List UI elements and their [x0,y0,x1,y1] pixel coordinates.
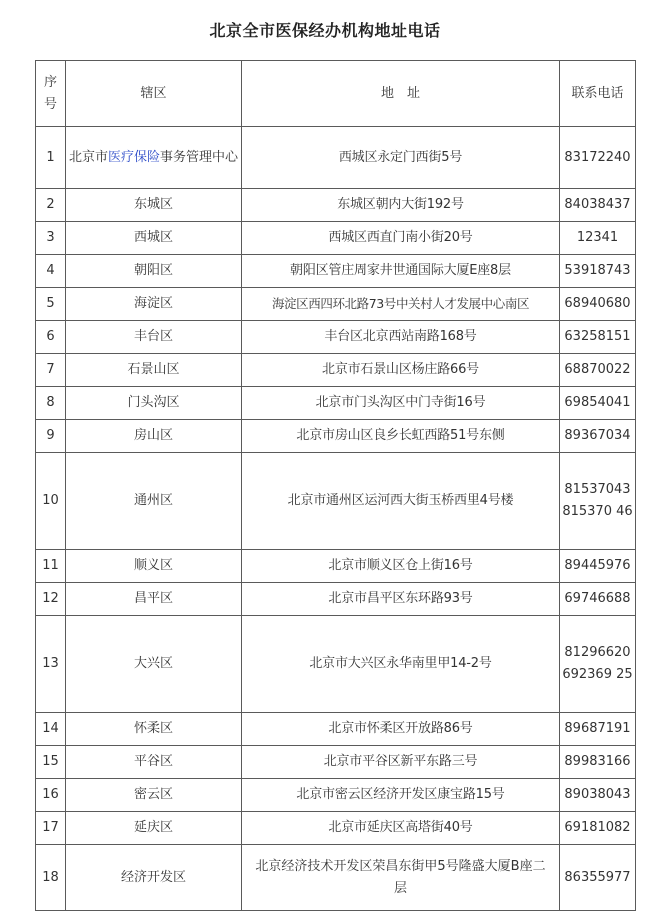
row-phone: 63258151 [560,321,636,354]
row-district: 经济开发区 [66,845,242,911]
row-address: 北京市门头沟区中门寺街16号 [242,387,560,420]
row-phone: 89687191 [560,713,636,746]
table-row [36,779,636,812]
row-number: 5 [36,288,66,321]
page-title: 北京全市医保经办机构地址电话 [209,21,441,40]
table-row [36,354,636,387]
row-district-link[interactable]: 昌平区 [66,583,242,616]
row-address: 西城区西直门南小街20号 [242,222,560,255]
row-phone: 86355977 [560,845,636,911]
row-number: 2 [36,189,66,222]
table-row [36,550,636,583]
header-phone: 联系电话 [560,61,636,127]
address-table [35,60,636,911]
row-address: 北京经济技术开发区荣昌东街甲5号隆盛大厦B座二层 [242,845,560,911]
row-address: 北京市大兴区永华南里甲14-2号 [242,616,560,713]
row-address: 北京市石景山区杨庄路66号 [242,354,560,387]
row-phone: 81537043815370 46 [560,453,636,550]
row-district-link[interactable]: 延庆区 [66,812,242,845]
row-district-link[interactable]: 密云区 [66,779,242,812]
row-address: 北京市密云区经济开发区康宝路15号 [242,779,560,812]
table-row [36,222,636,255]
row-phone: 53918743 [560,255,636,288]
row-number: 18 [36,845,66,911]
table-row [36,746,636,779]
table-header-row [36,61,636,127]
row-number: 6 [36,321,66,354]
table-row [36,288,636,321]
header-address: 地 址 [242,61,560,127]
row-address: 朝阳区管庄周家井世通国际大厦E座8层 [242,255,560,288]
table-row [36,616,636,713]
row-district: 朝阳区 [66,255,242,288]
table-row [36,583,636,616]
table-row [36,713,636,746]
row-district: 西城区 [66,222,242,255]
table-row [36,420,636,453]
row-address: 北京市平谷区新平东路三号 [242,746,560,779]
row-number: 12 [36,583,66,616]
row-number: 7 [36,354,66,387]
row-address: 海淀区西四环北路73号中关村人才发展中心南区 [242,288,560,321]
row-address: 北京市怀柔区开放路86号 [242,713,560,746]
row-number: 4 [36,255,66,288]
row-phone: 81296620692369 25 [560,616,636,713]
row-phone: 89367034 [560,420,636,453]
row-phone: 69746688 [560,583,636,616]
header-district: 辖区 [66,61,242,127]
row-phone: 89445976 [560,550,636,583]
row-address: 北京市昌平区东环路93号 [242,583,560,616]
row-district: 门头沟区 [66,387,242,420]
row-number: 14 [36,713,66,746]
row-number: 11 [36,550,66,583]
row-district: 海淀区 [66,288,242,321]
row-number: 3 [36,222,66,255]
header-number: 序号 [36,61,66,127]
row-number: 13 [36,616,66,713]
row-district [66,127,242,189]
row-district: 丰台区 [66,321,242,354]
row-phone: 12341 [560,222,636,255]
row-phone: 69854041 [560,387,636,420]
district-suffix: 事务管理中心 [160,149,239,165]
row-district: 通州区 [66,453,242,550]
row-district: 东城区 [66,189,242,222]
row-number: 9 [36,420,66,453]
row-phone: 69181082 [560,812,636,845]
table-row [36,189,636,222]
table-row [36,812,636,845]
row-district: 大兴区 [66,616,242,713]
row-number: 16 [36,779,66,812]
row-phone: 68870022 [560,354,636,387]
row-district-link[interactable]: 平谷区 [66,746,242,779]
table-row [36,453,636,550]
row-phone: 83172240 [560,127,636,189]
row-number: 15 [36,746,66,779]
row-district: 怀柔区 [66,713,242,746]
district-prefix: 北京市 [68,149,108,165]
row-number: 17 [36,812,66,845]
row-address: 北京市房山区良乡长虹西路51号东侧 [242,420,560,453]
row-phone: 89038043 [560,779,636,812]
row-phone: 68940680 [560,288,636,321]
table-row [36,845,636,911]
row-address: 西城区永定门西街5号 [242,127,560,189]
table-row [36,255,636,288]
row-number: 10 [36,453,66,550]
row-address: 北京市通州区运河西大街玉桥西里4号楼 [242,453,560,550]
row-phone: 84038437 [560,189,636,222]
row-address: 北京市延庆区高塔街40号 [242,812,560,845]
row-phone: 89983166 [560,746,636,779]
row-address: 北京市顺义区仓上街16号 [242,550,560,583]
row-district: 石景山区 [66,354,242,387]
table-row [36,387,636,420]
table-row [36,321,636,354]
row-district: 房山区 [66,420,242,453]
row-address: 东城区朝内大街192号 [242,189,560,222]
row-district: 顺义区 [66,550,242,583]
medical-insurance-link[interactable]: 医疗保险 [107,149,160,165]
row-number: 1 [36,127,66,189]
row-address: 丰台区北京西站南路168号 [242,321,560,354]
table-row [36,127,636,189]
row-number: 8 [36,387,66,420]
